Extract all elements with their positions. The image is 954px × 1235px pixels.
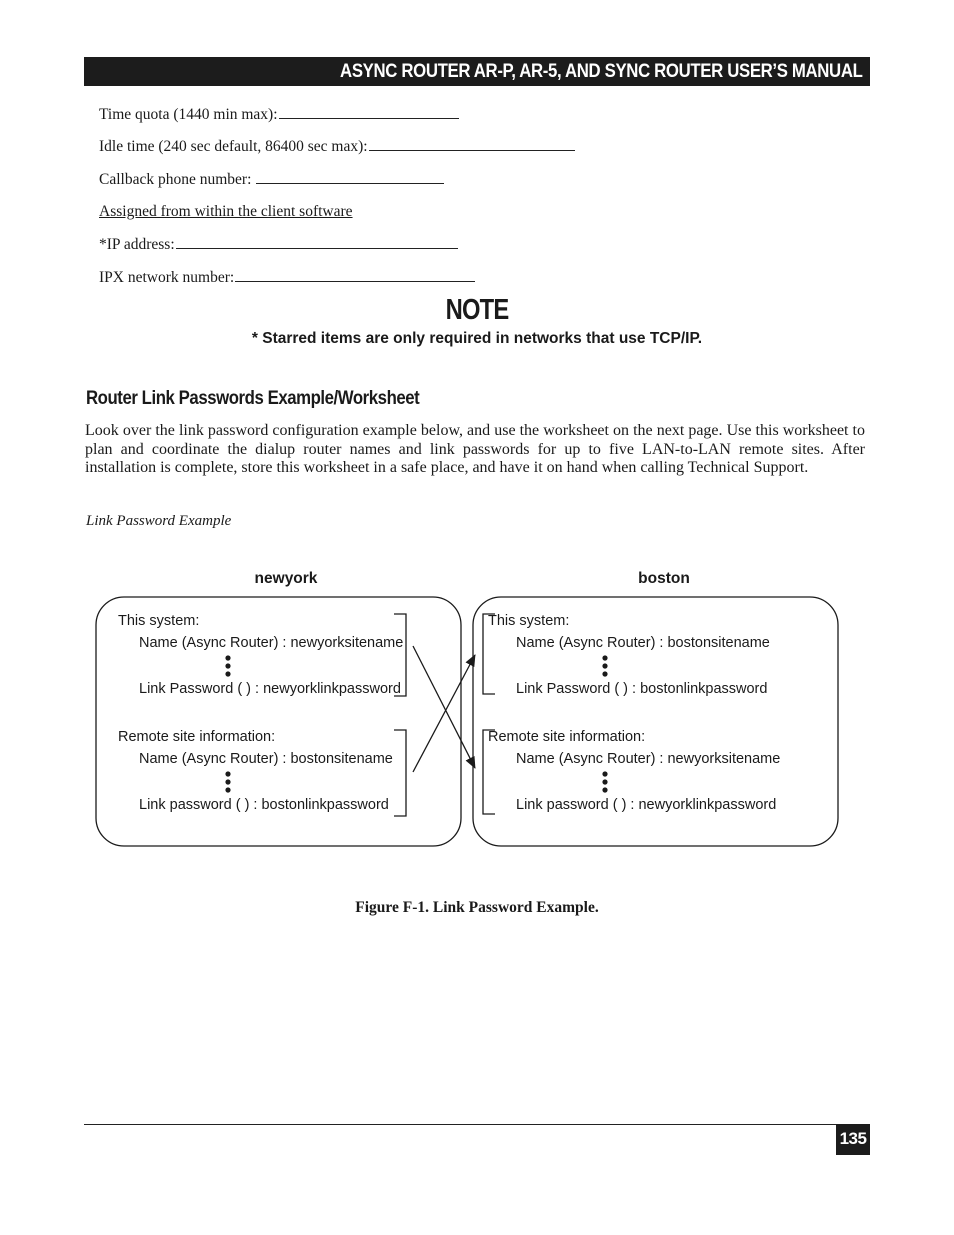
newyork-remote-heading: Remote site information: [118, 729, 276, 745]
boston-password-line: Link Password ( ) : bostonlinkpassword [516, 681, 768, 697]
newyork-remote-to-boston-arrow [413, 655, 475, 772]
figure-title: Figure F-1. Link Password Example. [355, 899, 599, 916]
boston-remote-name-line: Name (Async Router) : newyorksitename [516, 751, 781, 767]
ip-address-label: *IP address: [99, 236, 175, 253]
boston-this-system: This system: [488, 613, 570, 629]
time-quota-blank [279, 104, 459, 119]
note-heading: NOTE [445, 294, 509, 326]
link-password-diagram [0, 560, 954, 860]
callback-phone-blank [256, 169, 444, 184]
ipx-network-field [99, 267, 475, 288]
boston-remote-password-line: Link password ( ) : newyorklinkpassword [516, 797, 777, 813]
callback-phone-label: Callback phone number: [99, 171, 256, 188]
boston-remote-heading: Remote site information: [488, 729, 646, 745]
newyork-to-boston-remote-arrow [413, 646, 475, 768]
time-quota-field [99, 104, 459, 125]
newyork-remote-password-line: Link password ( ) : bostonlinkpassword [139, 797, 389, 813]
newyork-this-system: This system: [118, 613, 200, 629]
newyork-name-line: Name (Async Router) : newyorksitename [139, 635, 404, 651]
body-paragraph: Look over the link password configuration example below, and use the worksheet on the next page. Use this worksheet to plan and coordinate the dialup router names and link passwords for up to five LAN-to-LAN remote sites. After installation is complete, store this worksheet in a safe place, and have it on hand when calling Technical Support. [85, 422, 865, 476]
newyork-ellipsis-2 [225, 771, 230, 792]
page-number: 135 [836, 1124, 870, 1155]
callback-phone-field [99, 169, 444, 190]
newyork-password-line: Link Password ( ) : newyorklinkpassword [139, 681, 401, 697]
footer-rule [84, 1124, 870, 1125]
boston-ellipsis-2 [602, 771, 607, 792]
boston-name-line: Name (Async Router) : bostonsitename [516, 635, 770, 651]
idle-time-label: Idle time (240 sec default, 86400 sec max): [99, 138, 368, 155]
ipx-network-label: IPX network number: [99, 269, 235, 286]
header-bar [84, 57, 870, 86]
assigned-heading: Assigned from within the client software [99, 203, 353, 220]
ipx-network-blank [235, 267, 475, 282]
newyork-remote-name-line: Name (Async Router) : bostonsitename [139, 751, 393, 767]
note-text: * Starred items are only required in networks that use TCP/IP. [251, 330, 703, 347]
newyork-ellipsis-1 [225, 655, 230, 676]
idle-time-blank [369, 136, 575, 151]
ip-address-field [99, 234, 458, 255]
idle-time-field [99, 136, 575, 157]
ip-address-blank [176, 234, 458, 249]
boston-ellipsis-1 [602, 655, 607, 676]
section-heading: Router Link Passwords Example/Worksheet [86, 387, 420, 409]
figure-label: Link Password Example [86, 513, 232, 529]
boston-site-label: boston [638, 570, 690, 587]
manual-title: ASYNC ROUTER AR-P, AR-5, AND SYNC ROUTER USER’S MANUAL [339, 60, 862, 82]
time-quota-label: Time quota (1440 min max): [99, 106, 278, 123]
newyork-site-label: newyork [254, 570, 318, 587]
newyork-remote-bracket [394, 730, 406, 816]
